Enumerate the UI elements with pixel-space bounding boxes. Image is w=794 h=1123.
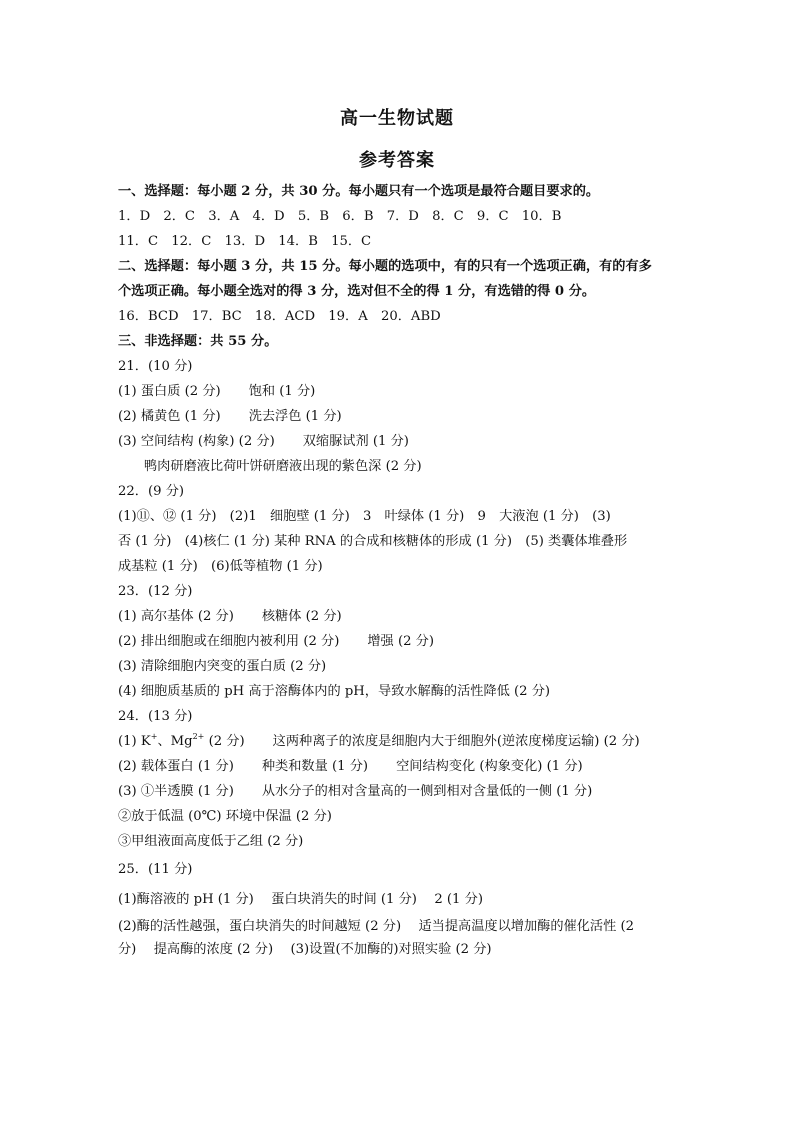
q21-answer-2b: 洗去浮色 (1 分) bbox=[248, 409, 342, 424]
q22-heading: 22．(9 分) bbox=[118, 484, 185, 499]
q24-answer-5: ③甲组液面高度低于乙组 (2 分) bbox=[118, 834, 304, 849]
q24-answer-3 bbox=[118, 782, 688, 802]
q21-answer-2 bbox=[118, 407, 688, 427]
section-3-header: 三、非选择题：共 55 分。 bbox=[118, 334, 278, 349]
q25-answer-line-3: 分) 提高酶的浓度 (2 分) (3)设置(不加酶的)对照实验 (2 分) bbox=[118, 942, 492, 957]
q24-answer-3b: 从水分子的相对含量高的一侧到相对含量低的一侧 (1 分) bbox=[261, 784, 593, 799]
q24-heading: 24．(13 分) bbox=[118, 709, 193, 724]
q23-answer-1a: (1) 高尔基体 (2 分) bbox=[118, 609, 234, 624]
q24-answer-2 bbox=[118, 757, 688, 777]
q24-answer-2c: 空间结构变化 (构象变化) (1 分) bbox=[396, 759, 583, 774]
q23-answer-3: (3) 清除细胞内突变的蛋白质 (2 分) bbox=[118, 659, 327, 674]
q24-answer-3a: (3) ①半透膜 (1 分) bbox=[118, 784, 234, 799]
q21-answer-3b: 双缩脲试剂 (1 分) bbox=[302, 434, 409, 449]
q25-heading: 25．(11 分) bbox=[118, 862, 193, 877]
q22-answer-line-1: (1)⑪、⑫ (1 分) (2)1 细胞壁 (1 分) 3 叶绿体 (1 分) 9 大液泡 (1 分) (3) bbox=[118, 509, 611, 524]
q21-answer-1 bbox=[118, 382, 688, 402]
q23-answer-2b: 增强 (2 分) bbox=[367, 634, 435, 649]
q24-answer-1-ions bbox=[118, 734, 245, 749]
q24-answer-1-score: (2 分) bbox=[204, 734, 245, 749]
section-1-header: 一、选择题：每小题 2 分，共 30 分。每小题只有一个选项是最符合题目要求的。 bbox=[118, 184, 600, 199]
q23-answer-1b: 核糖体 (2 分) bbox=[261, 609, 342, 624]
q21-answer-1b: 饱和 (1 分) bbox=[248, 384, 316, 399]
section-2-header-line-1: 二、选择题：每小题 3 分，共 15 分。每小题的选项中，有的只有一个选项正确，有的有多 bbox=[118, 259, 652, 274]
q22-answer-line-2: 否 (1 分) (4)核仁 (1 分) 某种 RNA 的合成和核糖体的形成 (1 分) (5) 类囊体堆叠形 bbox=[118, 534, 628, 549]
q24-answer-4: ②放于低温 (0℃) 环境中保温 (2 分) bbox=[118, 809, 332, 824]
q24-answer-2b: 种类和数量 (1 分) bbox=[261, 759, 369, 774]
q24-ion-mg-charge: 2+ bbox=[192, 732, 205, 741]
section-2-answers-row: 16．BCD 17．BC 18．ACD 19．A 20．ABD bbox=[118, 309, 441, 324]
q25-answer-line-1: (1)酶溶液的 pH (1 分) 蛋白块消失的时间 (1 分) 2 (1 分) bbox=[118, 892, 483, 907]
q21-answer-1a: (1) 蛋白质 (2 分) bbox=[118, 384, 221, 399]
q21-answer-4: 鸭肉研磨液比荷叶饼研磨液出现的紫色深 (2 分) bbox=[144, 459, 422, 474]
q21-answer-2a: (2) 橘黄色 (1 分) bbox=[118, 409, 221, 424]
q21-answer-3a: (3) 空间结构 (构象) (2 分) bbox=[118, 434, 275, 449]
q24-answer-1b: 这两种离子的浓度是细胞内大于细胞外(逆浓度梯度运输) (2 分) bbox=[272, 734, 640, 749]
section-1-answers-row-2: 11．C 12．C 13．D 14．B 15．C bbox=[118, 234, 372, 249]
q24-ion-k: (1) K bbox=[118, 734, 151, 749]
section-2-header-line-2: 个选项正确。每小题全选对的得 3 分，选对但不全的得 1 分，有选错的得 0 分。 bbox=[118, 284, 596, 299]
q21-heading: 21．(10 分) bbox=[118, 359, 193, 374]
q21-answer-3 bbox=[118, 432, 688, 452]
q23-answer-4: (4) 细胞质基质的 pH 高于溶酶体内的 pH，导致水解酶的活性降低 (2 分) bbox=[118, 684, 551, 699]
q23-answer-2 bbox=[118, 632, 688, 652]
page-subtitle: 参考答案 bbox=[359, 150, 435, 171]
q24-ion-mg: 、Mg bbox=[157, 734, 193, 749]
q25-answer-line-2: (2)酶的活性越强，蛋白块消失的时间越短 (2 分) 适当提高温度以增加酶的催化活性 (2 bbox=[118, 919, 635, 934]
q23-answer-2a: (2) 排出细胞或在细胞内被利用 (2 分) bbox=[118, 634, 340, 649]
q23-heading: 23．(12 分) bbox=[118, 584, 193, 599]
q22-answer-line-3: 成基粒 (1 分) (6)低等植物 (1 分) bbox=[118, 559, 323, 574]
q24-ion-k-charge: + bbox=[150, 732, 158, 741]
q24-answer-1 bbox=[118, 732, 688, 752]
page-title: 高一生物试题 bbox=[340, 108, 454, 129]
q23-answer-1 bbox=[118, 607, 688, 627]
q24-answer-2a: (2) 载体蛋白 (1 分) bbox=[118, 759, 234, 774]
section-1-answers-row-1: 1．D 2．C 3．A 4．D 5．B 6．B 7．D 8．C 9．C 10．B bbox=[118, 209, 562, 224]
